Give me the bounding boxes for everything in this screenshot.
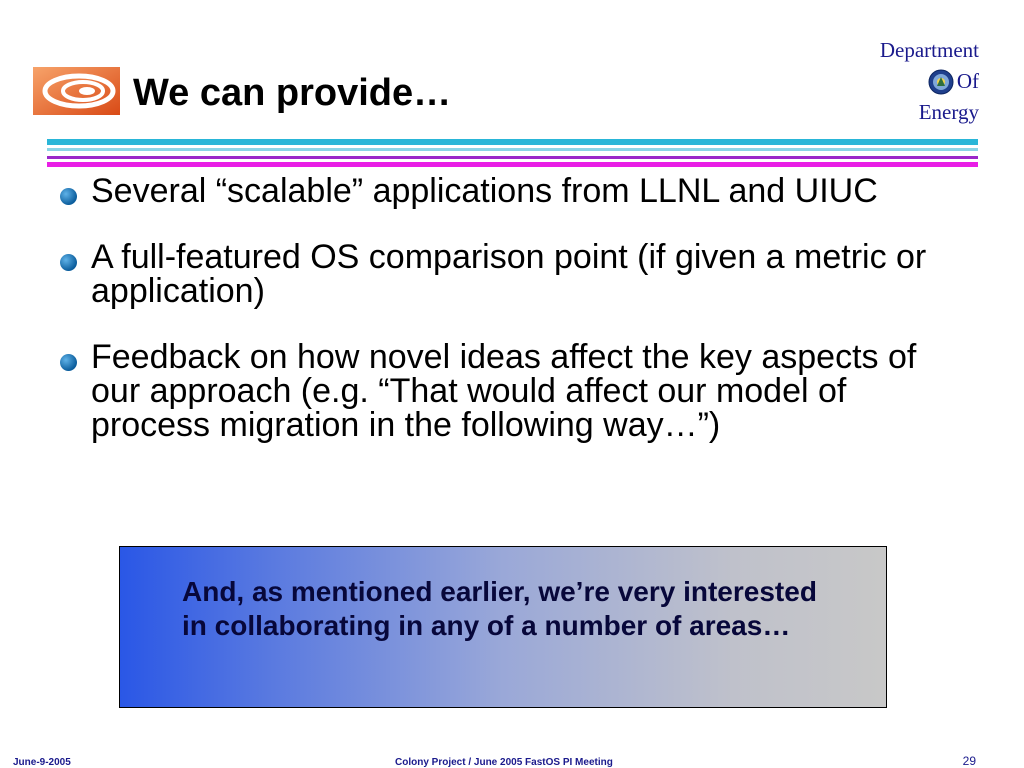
bullet-dot-icon (60, 354, 77, 371)
doe-line-energy: Energy (918, 100, 979, 124)
callout-text: And, as mentioned earlier, we’re very interested in collaborating in any of a number of areas… (182, 576, 817, 641)
bullet-text: Several “scalable” applications from LLNL and UIUC (91, 172, 878, 210)
bullet-dot-icon (60, 188, 77, 205)
page-number: 29 (962, 754, 976, 768)
doe-line-of: Of (956, 69, 979, 93)
rule-cyan (47, 139, 978, 145)
header-rules (47, 139, 978, 170)
rule-teal (47, 148, 978, 151)
footer-meeting: Colony Project / June 2005 FastOS PI Meeting (395, 757, 613, 768)
doe-label (839, 35, 979, 128)
bullet-item (60, 340, 960, 442)
bullet-list (60, 174, 960, 474)
callout-box (119, 546, 887, 708)
rule-magenta (47, 162, 978, 167)
doe-line-department: Department (879, 38, 979, 62)
rule-purple (47, 156, 978, 159)
bullet-item (60, 174, 960, 208)
doe-seal-icon (928, 69, 954, 95)
bullet-text: Feedback on how novel ideas affect the key aspects of our approach (e.g. “That would affect our model of process migration in the following way…”) (91, 338, 917, 444)
swirl-logo-icon (33, 67, 120, 115)
bullet-item (60, 240, 960, 308)
bullet-dot-icon (60, 254, 77, 271)
bullet-text: A full-featured OS comparison point (if given a metric or application) (91, 238, 927, 310)
footer-date: June-9-2005 (13, 757, 71, 768)
slide-title: We can provide… (133, 72, 452, 114)
